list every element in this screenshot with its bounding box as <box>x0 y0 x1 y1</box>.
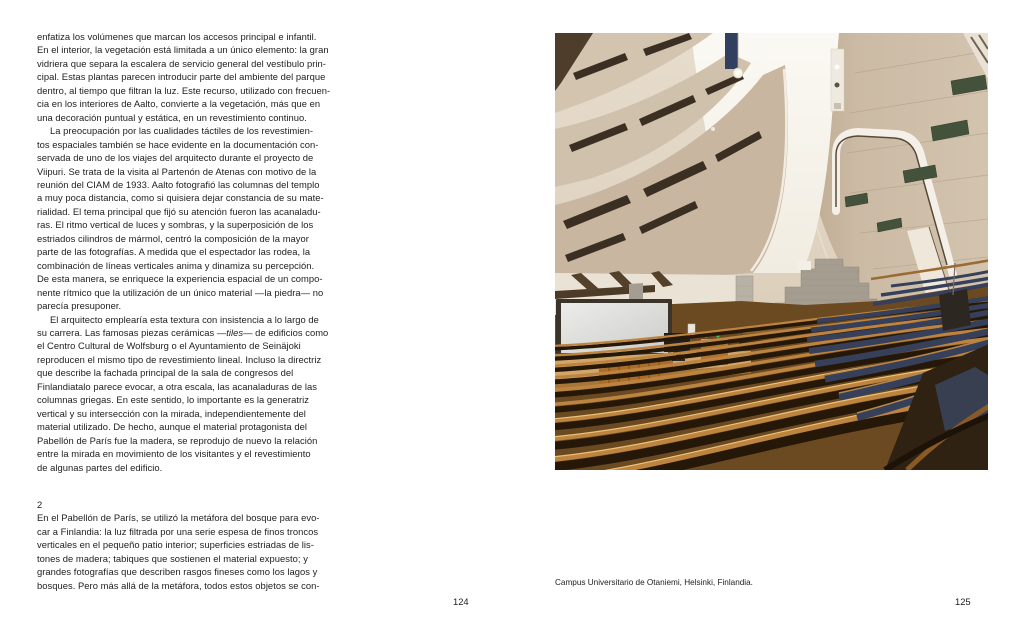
text-line: Viipuri. Se trata de la visita al Partenón de Atenas con motivo de la <box>37 165 317 177</box>
body-text <box>37 30 330 592</box>
text-line: En el interior, la vegetación está limitada a un único elemento: la gran <box>37 44 329 56</box>
text-line: cipal. Estas plantas parecen introducir parte del ambiente del parque <box>37 71 326 83</box>
text-line: de algunas partes del edificio. <box>37 461 163 473</box>
paragraph <box>37 313 330 474</box>
text-line: El arquitecto emplearía esta textura con insistencia a lo largo de <box>50 313 319 325</box>
text-line: columnas griegas. En este sentido, lo importante es la generatriz <box>37 394 310 406</box>
text-line: el Centro Cultural de Wolfsburg o el Ayuntamiento de Seinäjoki <box>37 340 301 352</box>
text-line: enfatiza los volúmenes que marcan los accesos principal e infantil. <box>37 31 317 42</box>
auditorium-photo-svg <box>555 33 988 470</box>
text-line: vertical y su intersección con la mirada, independientemente del <box>37 407 306 419</box>
text-line: reproducen el mismo tipo de revestimiento lineal. Incluso la directriz <box>37 353 322 365</box>
text-line: a muy poca distancia, como si quisiera dejar constancia de su mate- <box>37 192 324 204</box>
page-number-right: 125 <box>955 596 971 607</box>
photo-caption: Campus Universitario de Otaniemi, Helsinki, Finlandia. <box>555 578 753 587</box>
text-line: estriados cilindros de mármol, centró la composición de la mayor <box>37 232 309 244</box>
auditorium-photo <box>555 33 988 470</box>
text-line: De esta manera, se enriquece la experiencia espacial de un compo- <box>37 273 323 285</box>
text-line: grandes fotografías que describen rasgos fineses como los lagos y <box>37 566 318 578</box>
section-number: 2 <box>37 498 43 510</box>
text-line: car a Finlandia: la luz filtrada por una serie espesa de finos troncos <box>37 525 319 537</box>
text-line: tones de madera; tabiques que sostienen el material expuesto; y <box>37 552 308 564</box>
text-line: dentro, al tiempo que filtran la luz. Este recurso, utilizado con frecuen- <box>37 84 331 96</box>
text-line: servada de uno de los viajes del arquitecto durante el proyecto de <box>37 152 314 164</box>
text-line: En el Pabellón de París, se utilizó la metáfora del bosque para evo- <box>37 512 320 524</box>
text-line: Pabellón de París fue la madera, se reprodujo de nuevo la relación <box>37 434 318 446</box>
text-line: combinación de líneas verticales anima y dinamiza su percepción. <box>37 259 315 271</box>
text-line: cia en los interiores de Aalto, convierte a la vegetación, más que en <box>37 98 321 110</box>
text-line: su carrera. Las famosas piezas cerámicas —tiles— de edificios como <box>37 326 329 338</box>
text-line: tos espaciales también se hace evidente en la documentación con- <box>37 138 319 150</box>
text-line: bosques. Pero más allá de la metáfora, todos estos objetos se con- <box>37 579 320 591</box>
paragraph <box>37 30 330 124</box>
text-line: parecía presuponer. <box>37 300 122 312</box>
page-number-left: 124 <box>453 596 469 607</box>
text-line: parte de las fotografías. A medida que el espectador las rodea, la <box>37 246 311 258</box>
text-line: nente rítmico que la utilización de un único material —la piedra— no <box>37 286 324 298</box>
text-line: una decoración puntual y estática, en un revestimiento continuo. <box>37 111 307 123</box>
text-line: vidriera que separa la escalera de servicio general del vestíbulo prin- <box>37 57 326 69</box>
text-line: La preocupación por las cualidades táctiles de los revestimien- <box>50 125 314 137</box>
text-line: rialidad. El tema principal que fijó su atención fueron las acanaladu- <box>37 205 321 217</box>
text-line: Finlandiatalo parece evocar, a otra escala, las acanaladuras de las <box>37 380 317 392</box>
text-line: ras. El ritmo vertical de luces y sombras, y la superposición de los <box>37 219 314 231</box>
text-line: entre la mirada en movimiento de los visitantes y el revestimiento <box>37 448 311 460</box>
text-line: reunión del CIAM de 1933. Aalto fotografió las columnas del templo <box>37 178 320 190</box>
paragraph <box>37 124 330 312</box>
text-line: material utilizado. De hecho, aunque el material protagonista del <box>37 421 307 433</box>
paragraph <box>37 511 330 592</box>
text-line: que describe la fachada principal de la sala de congresos del <box>37 367 294 379</box>
text-line: verticales en el pequeño patio interior; superficies estriadas de lis- <box>37 539 314 551</box>
